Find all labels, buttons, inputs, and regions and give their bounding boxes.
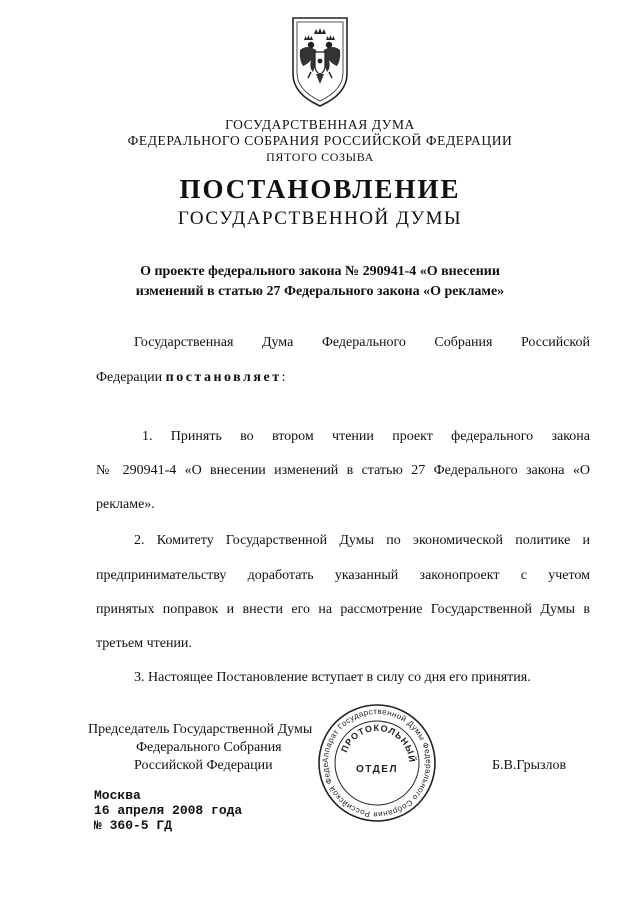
stamp-seal-icon <box>316 702 438 824</box>
header-org-name: ГОСУДАРСТВЕННАЯ ДУМА <box>225 117 415 132</box>
preamble-colon: : <box>281 370 286 385</box>
footer-city: Москва <box>94 788 141 803</box>
header-convocation: ПЯТОГО СОЗЫВА <box>266 150 374 164</box>
signature-title-line-2: Федерального Собрания <box>136 740 282 755</box>
emblem <box>289 14 351 108</box>
preamble-federation: Федерации <box>96 370 166 385</box>
russian-coat-of-arms-icon <box>289 14 351 108</box>
document-subtitle: ГОСУДАРСТВЕННОЙ ДУМЫ <box>177 208 463 229</box>
official-stamp <box>316 702 438 824</box>
preamble-line-2 <box>96 368 285 388</box>
preamble-resolves: постановляет <box>165 370 282 385</box>
point-1-line-3: рекламе». <box>96 497 155 512</box>
point-1-line-2: № 290941-4 «О внесении изменений в статью 27 Федерального закона «О <box>96 463 590 478</box>
point-2-line-1: 2. Комитету Государственной Думы по экономической политике и <box>134 533 590 548</box>
point-2-line-4: третьем чтении. <box>96 636 192 651</box>
point-1-line-1: 1. Принять во втором чтении проект федерального закона <box>142 429 590 444</box>
point-2-line-2: предпринимательству доработать указанный законопроект с учетом <box>96 568 590 583</box>
signature-title-line-3: Российской Федерации <box>134 758 273 773</box>
stamp-center-text: ОТДЕЛ <box>356 764 398 775</box>
document-title: ПОСТАНОВЛЕНИЕ <box>179 174 461 204</box>
point-3-line-1: 3. Настоящее Постановление вступает в силу со дня его принятия. <box>134 670 531 685</box>
stamp-outer-text: Аппарат Государственной Думы Федерального Собрания Российской Феде <box>320 706 434 820</box>
footer-number: № 360-5 ГД <box>94 818 173 833</box>
subject-line-2: изменений в статью 27 Федерального закона «О рекламе» <box>135 284 505 299</box>
point-2-line-3: принятых поправок и внести его на рассмотрение Государственной Думы в <box>96 602 590 617</box>
footer-date: 16 апреля 2008 года <box>94 803 243 818</box>
header-parliament: ФЕДЕРАЛЬНОГО СОБРАНИЯ РОССИЙСКОЙ ФЕДЕРАЦИИ <box>127 133 513 148</box>
preamble-line-1: Государственная Дума Федерального Собрания Российской <box>134 335 590 350</box>
signatory-name: Б.В.Грызлов <box>492 758 567 773</box>
subject-line-1: О проекте федерального закона № 290941-4 «О внесении <box>140 264 500 279</box>
stamp-inner-text: ПРОТОКОЛЬНЫЙ <box>339 722 418 764</box>
signature-title-line-1: Председатель Государственной Думы <box>88 722 313 737</box>
